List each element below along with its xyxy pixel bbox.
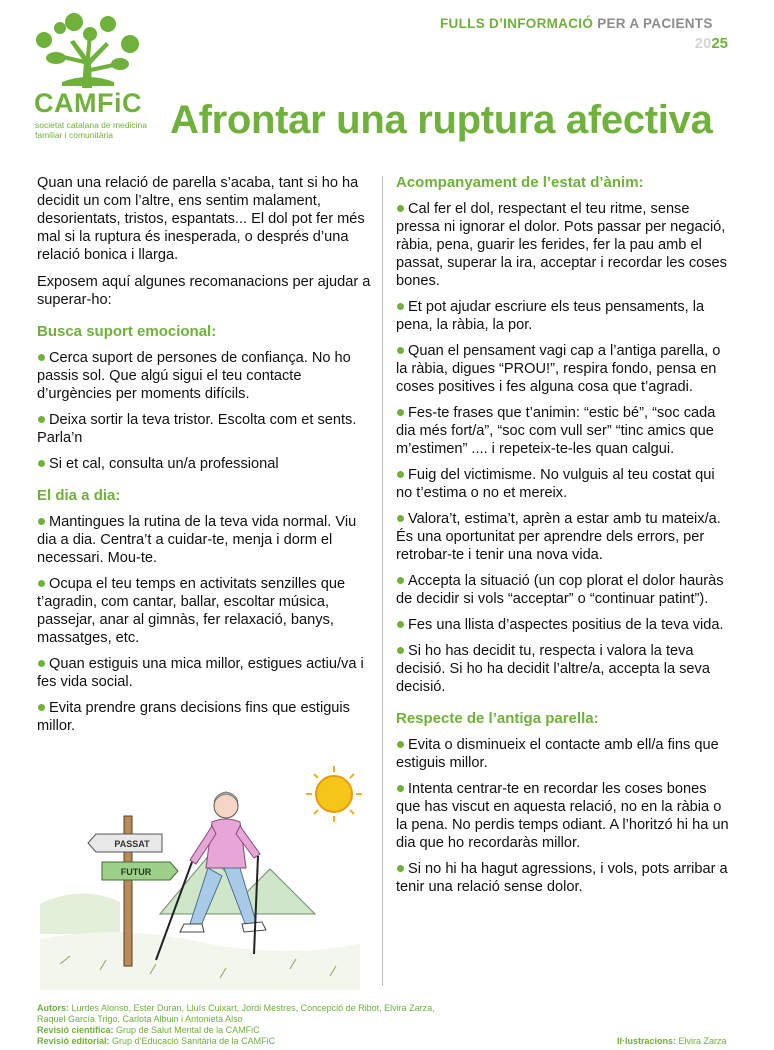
bullet-icon (397, 515, 404, 522)
list-item: Et pot ajudar escriure els teus pensaments, la pena, la ràbia, la por. (396, 299, 705, 333)
series-header (440, 16, 713, 31)
bullet-icon (38, 660, 45, 667)
intro-paragraph-2: Exposem aquí algunes recomanacions per ajudar a superar-ho: (37, 274, 371, 308)
scientific-review: Revisió científica: Grup de Salut Mental de la CAMFiC (37, 1025, 260, 1035)
year-dark: 25 (711, 35, 728, 52)
list-item: Accepta la situació (un cop plorat el dolor hauràs de decidir si vols “acceptar” o “continuar patint”). (396, 573, 724, 607)
list-item: Quan el pensament vagi cap a l’antiga parella, o la ràbia, digues “PROU!”, respira fondo, pensa en coses positives i fes alguna cosa que t’agradi. (396, 343, 721, 395)
bullet-icon (397, 409, 404, 416)
sun-icon (306, 766, 362, 822)
column-divider (382, 176, 383, 986)
list-item: Si ho has decidit tu, respecta i valora la teva decisió. Si ho ha decidit l’altre/a, accepta la seva decisió. (396, 643, 710, 695)
bullet-icon (397, 347, 404, 354)
bullet-icon (38, 580, 45, 587)
section-heading-ex-partner: Respecte de l’antiga parella: (396, 710, 599, 727)
illustrations-credit: Il·lustracions: Elvira Zarza (617, 1036, 727, 1046)
bullet-icon (397, 471, 404, 478)
list-item: Cal fer el dol, respectant el teu ritme, sense pressa ni ignorar el dolor. Pots passar per negació, ràbia, pena, guarir les ferides, fer la pau amb el passat, superar la ira, acceptar i recordar les coses bones. (396, 201, 727, 289)
section-heading-daily-life: El dia a dia: (37, 487, 121, 504)
list-item: Valora’t, estima’t, aprèn a estar amb tu mateix/a. És una oportunitat per aprendre dels errors, per retrobar-te i tenir una nova vida. (396, 511, 721, 563)
bullet-icon (397, 205, 404, 212)
bullet-icon (397, 577, 404, 584)
list-ex-partner (396, 736, 732, 896)
bullet-icon (38, 518, 45, 525)
left-column (37, 174, 373, 749)
bullet-icon (38, 460, 45, 467)
bullet-icon (38, 416, 45, 423)
bullet-icon (397, 865, 404, 872)
list-item: Si no hi ha hagut agressions, i vols, pots arribar a tenir una relació sense dolor. (396, 861, 728, 895)
tree-icon (28, 12, 144, 88)
logo-subtitle-line1: societat catalana de medicina (35, 120, 147, 130)
list-emotional-support (37, 349, 373, 473)
year-light: 20 (694, 35, 712, 52)
logo-name: CAMFiC (34, 88, 142, 118)
right-column (396, 174, 732, 910)
intro-paragraph-1: Quan una relació de parella s’acaba, tant si ho ha decidit un com l’altre, ens sentim malament, desorientats, tristos, espantats... El dol pot fer més mal si la ruptura és inesperada, o després d’una relació bonica i llarga. (37, 175, 365, 263)
editorial-review: Revisió editorial: Grup d’Educació Sanitària de la CAMFiC (37, 1036, 276, 1046)
list-item: Ocupa el teu temps en activitats senzilles que t’agradin, com cantar, ballar, escoltar música, passejar, anar al gimnàs, fer relaxació, banys, massatges, etc. (37, 576, 346, 646)
series-header-grey: PER A PACIENTS (593, 16, 713, 31)
list-item: Si et cal, consulta un/a professional (37, 455, 373, 473)
list-item: Evita prendre grans decisions fins que estiguis millor. (37, 700, 350, 734)
sign-past-label: PASSAT (114, 839, 150, 849)
list-mood (396, 200, 732, 696)
bullet-icon (397, 647, 404, 654)
bullet-icon (397, 741, 404, 748)
list-item: Evita o disminueix el contacte amb ell/a fins que estiguis millor. (396, 737, 719, 771)
list-item: Mantingues la rutina de la teva vida normal. Viu dia a dia. Centra’t a cuidar-te, menja i dorm el necessari. Mou-te. (37, 514, 357, 566)
section-heading-mood: Acompanyament de l’estat d’ànim: (396, 174, 644, 191)
section-heading-emotional-support: Busca suport emocional: (37, 323, 217, 340)
logo-subtitle-line2: familiar i comunitària (35, 130, 113, 140)
logo-subtitle (35, 120, 155, 140)
bullet-icon (38, 354, 45, 361)
authors-line-2: Raquel García Trigo, Carlota Albuin i Antonieta Also (37, 1014, 243, 1024)
walking-woman-illustration (40, 764, 370, 990)
list-item: Intenta centrar-te en recordar les coses bones que has viscut en aquesta relació, no en la ràbia o la pena. No perdis temps odiant. A l’horitzó hi ha un dia que ho recordaràs millor. (396, 781, 729, 851)
list-item: Fes una llista d’aspectes positius de la teva vida. (396, 616, 732, 634)
list-item: Quan estiguis una mica millor, estigues actiu/va i fes vida social. (37, 656, 364, 690)
series-header-green: FULLS D’INFORMACIÓ (440, 16, 594, 31)
page-title: Afrontar una ruptura afectiva (170, 98, 713, 142)
bullet-icon (397, 785, 404, 792)
bullet-icon (38, 704, 45, 711)
sign-future-label: FUTUR (120, 867, 152, 877)
authors-line: Autors: Lurdes Alonso, Ester Duran, Lluís Cuixart, Jordi Mestres, Concepció de Ribot, Elvira Zarza, (37, 1003, 435, 1013)
list-item: Cerca suport de persones de confiança. No ho passis sol. Que algú sigui el teu contacte d’urgències per moments difícils. (37, 350, 351, 402)
list-item: Fes-te frases que t’animin: “estic bé”, “soc cada dia més fort/a”, “soc com vull ser” “tinc amics que m’estimen” .... i repeteix-te-les quan calgui. (396, 405, 716, 457)
list-daily-life (37, 513, 373, 735)
year-label (695, 35, 728, 52)
bullet-icon (397, 621, 404, 628)
list-item: Deixa sortir la teva tristor. Escolta com et sents. Parla’n (37, 412, 357, 446)
list-item: Fuig del victimisme. No vulguis al teu costat qui no t’estima o no et mereix. (396, 467, 715, 501)
bullet-icon (397, 303, 404, 310)
